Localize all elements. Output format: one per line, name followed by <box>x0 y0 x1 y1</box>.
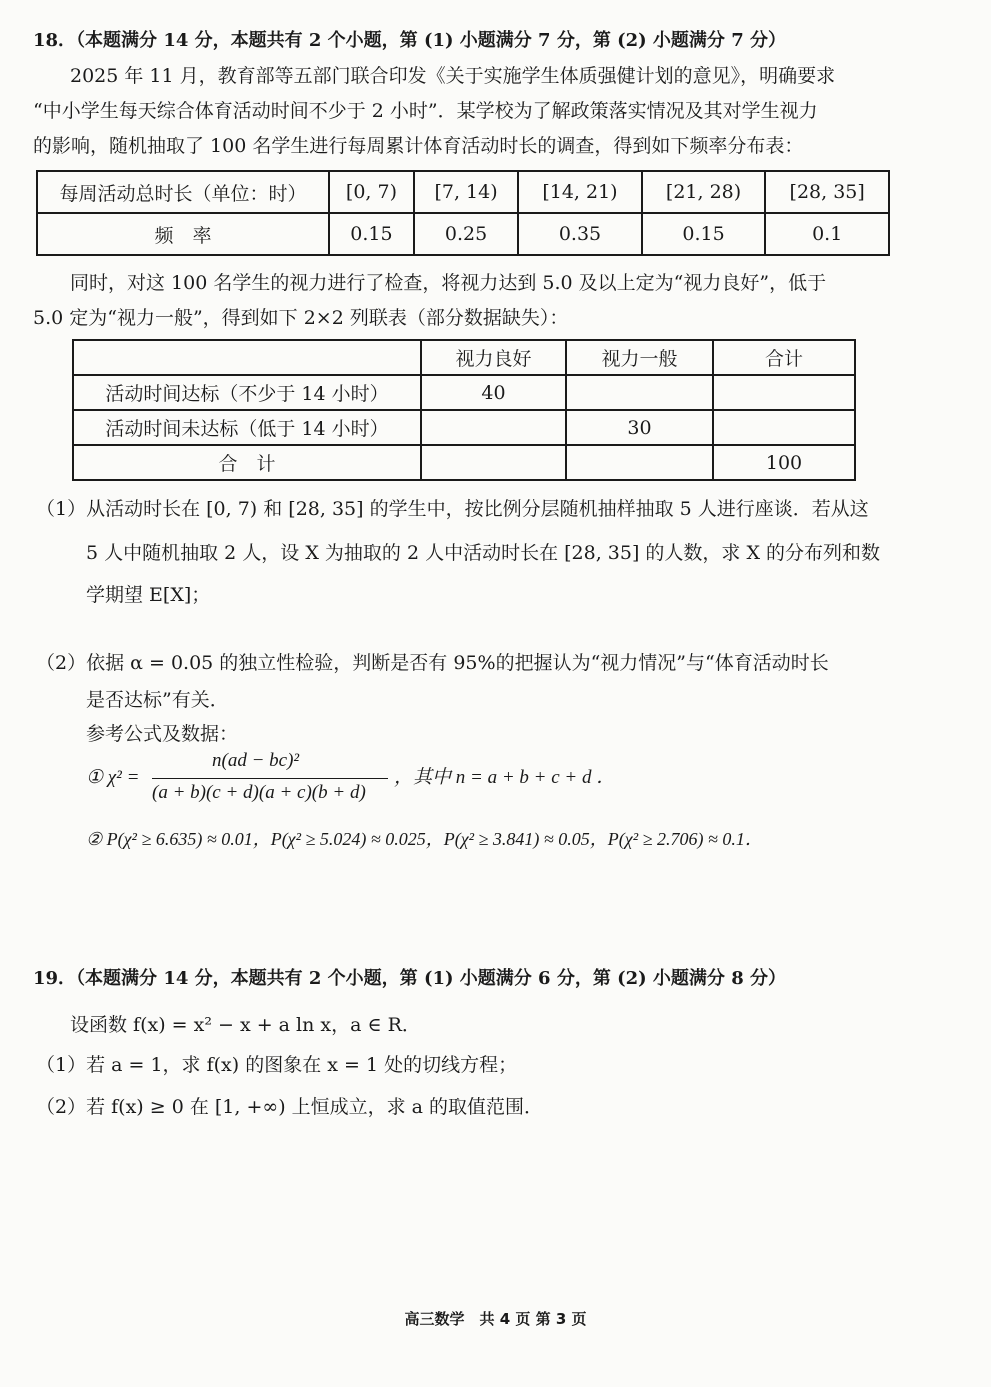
q18-header: 18．（本题满分 14 分，本题共有 2 个小题，第 (1) 小题满分 7 分，第 (2) 小题满分 7 分） <box>33 30 786 51</box>
contingency-col-header: 视力一般 <box>566 340 713 375</box>
contingency-cell: 30 <box>566 410 713 445</box>
contingency-total-row <box>73 445 855 480</box>
contingency-row-label: 活动时间达标（不少于 14 小时） <box>73 375 421 410</box>
formula-denominator: (a + b)(c + d)(a + c)(b + d) <box>152 782 366 803</box>
frequency-table <box>36 170 890 256</box>
interval-cell: [21, 28) <box>642 171 766 213</box>
contingency-col-header: 视力良好 <box>421 340 566 375</box>
q18-mid-line-1: 同时，对这 100 名学生的视力进行了检查，将视力达到 5.0 及以上定为“视力良好”，低于 <box>70 272 827 294</box>
q18-part1-line-1: （1）从活动时长在 [0, 7) 和 [28, 35] 的学生中，按比例分层随机抽样抽取 5 人进行座谈．若从这 <box>36 498 869 520</box>
contingency-cell <box>713 410 855 445</box>
contingency-header-row <box>73 340 855 375</box>
contingency-row-label: 活动时间未达标（低于 14 小时） <box>73 410 421 445</box>
contingency-cell: 40 <box>421 375 566 410</box>
fraction-bar <box>152 778 388 779</box>
contingency-cell <box>566 375 713 410</box>
formula-suffix: ，其中 n = a + b + c + d ． <box>394 767 616 788</box>
interval-cell: [14, 21) <box>518 171 642 213</box>
contingency-cell <box>421 445 566 480</box>
q18-part1-line-2: 5 人中随机抽取 2 人，设 X 为抽取的 2 人中活动时长在 [28, 35] 的人数，求 X 的分布列和数 <box>86 542 881 564</box>
contingency-cell <box>713 375 855 410</box>
frequency-label: 频 率 <box>37 213 329 255</box>
q18-part2-line-1: （2）依据 α = 0.05 的独立性检验，判断是否有 95%的把握认为“视力情况”与“体育活动时长 <box>36 652 829 674</box>
formula-numerator: n(ad − bc)² <box>212 750 300 771</box>
q19-function: 设函数 f(x) = x² − x + a ln x，a ∈ R． <box>70 1014 421 1036</box>
frequency-cell: 0.35 <box>518 213 642 255</box>
frequency-cell: 0.25 <box>414 213 518 255</box>
contingency-cell <box>421 410 566 445</box>
frequency-cell: 0.1 <box>765 213 889 255</box>
q18-mid-line-2: 5.0 定为“视力一般”，得到如下 2×2 列联表（部分数据缺失）： <box>33 307 569 329</box>
frequency-table-value-row <box>37 213 889 255</box>
formula-prefix: ① χ² = <box>86 767 140 788</box>
q19-header: 19．（本题满分 14 分，本题共有 2 个小题，第 (1) 小题满分 6 分，第 (2) 小题满分 8 分） <box>33 968 786 989</box>
contingency-row-label: 合 计 <box>73 445 421 480</box>
q18-intro-line-2: “中小学生每天综合体育活动时间不少于 2 小时”．某学校为了解政策落实情况及其对学生视力 <box>33 100 818 122</box>
q18-intro-line-1: 2025 年 11 月，教育部等五部门联合印发《关于实施学生体质强健计划的意见》，明确要求 <box>70 65 836 87</box>
contingency-table <box>72 339 856 481</box>
chi-square-fraction <box>152 750 392 810</box>
page-footer: 高三数学 共 4 页 第 3 页 <box>404 1310 587 1328</box>
q19-part2: （2）若 f(x) ≥ 0 在 [1, +∞) 上恒成立，求 a 的取值范围． <box>36 1096 544 1118</box>
frequency-table-header-row <box>37 171 889 213</box>
contingency-cell: 100 <box>713 445 855 480</box>
interval-cell: [0, 7) <box>329 171 414 213</box>
chi-square-critical-values: ② P(χ² ≥ 6.635) ≈ 0.01，P(χ² ≥ 5.024) ≈ 0.025，P(χ² ≥ 3.841) ≈ 0.05，P(χ² ≥ 2.706) ≈ 0.1． <box>86 829 763 849</box>
frequency-cell: 0.15 <box>329 213 414 255</box>
interval-cell: [28, 35] <box>765 171 889 213</box>
q18-part2-line-2: 是否达标”有关． <box>86 689 229 711</box>
frequency-row-label: 每周活动总时长（单位：时） <box>37 171 329 213</box>
contingency-cell <box>566 445 713 480</box>
q19-part1: （1）若 a = 1，求 f(x) 的图象在 x = 1 处的切线方程； <box>36 1054 518 1076</box>
contingency-row <box>73 375 855 410</box>
q18-part1-line-3: 学期望 E[X]； <box>86 584 211 606</box>
contingency-corner <box>73 340 421 375</box>
frequency-cell: 0.15 <box>642 213 766 255</box>
contingency-col-header: 合计 <box>713 340 855 375</box>
contingency-row <box>73 410 855 445</box>
reference-title: 参考公式及数据： <box>86 723 239 745</box>
q18-intro-line-3: 的影响，随机抽取了 100 名学生进行每周累计体育活动时长的调查，得到如下频率分布表： <box>33 135 804 157</box>
interval-cell: [7, 14) <box>414 171 518 213</box>
